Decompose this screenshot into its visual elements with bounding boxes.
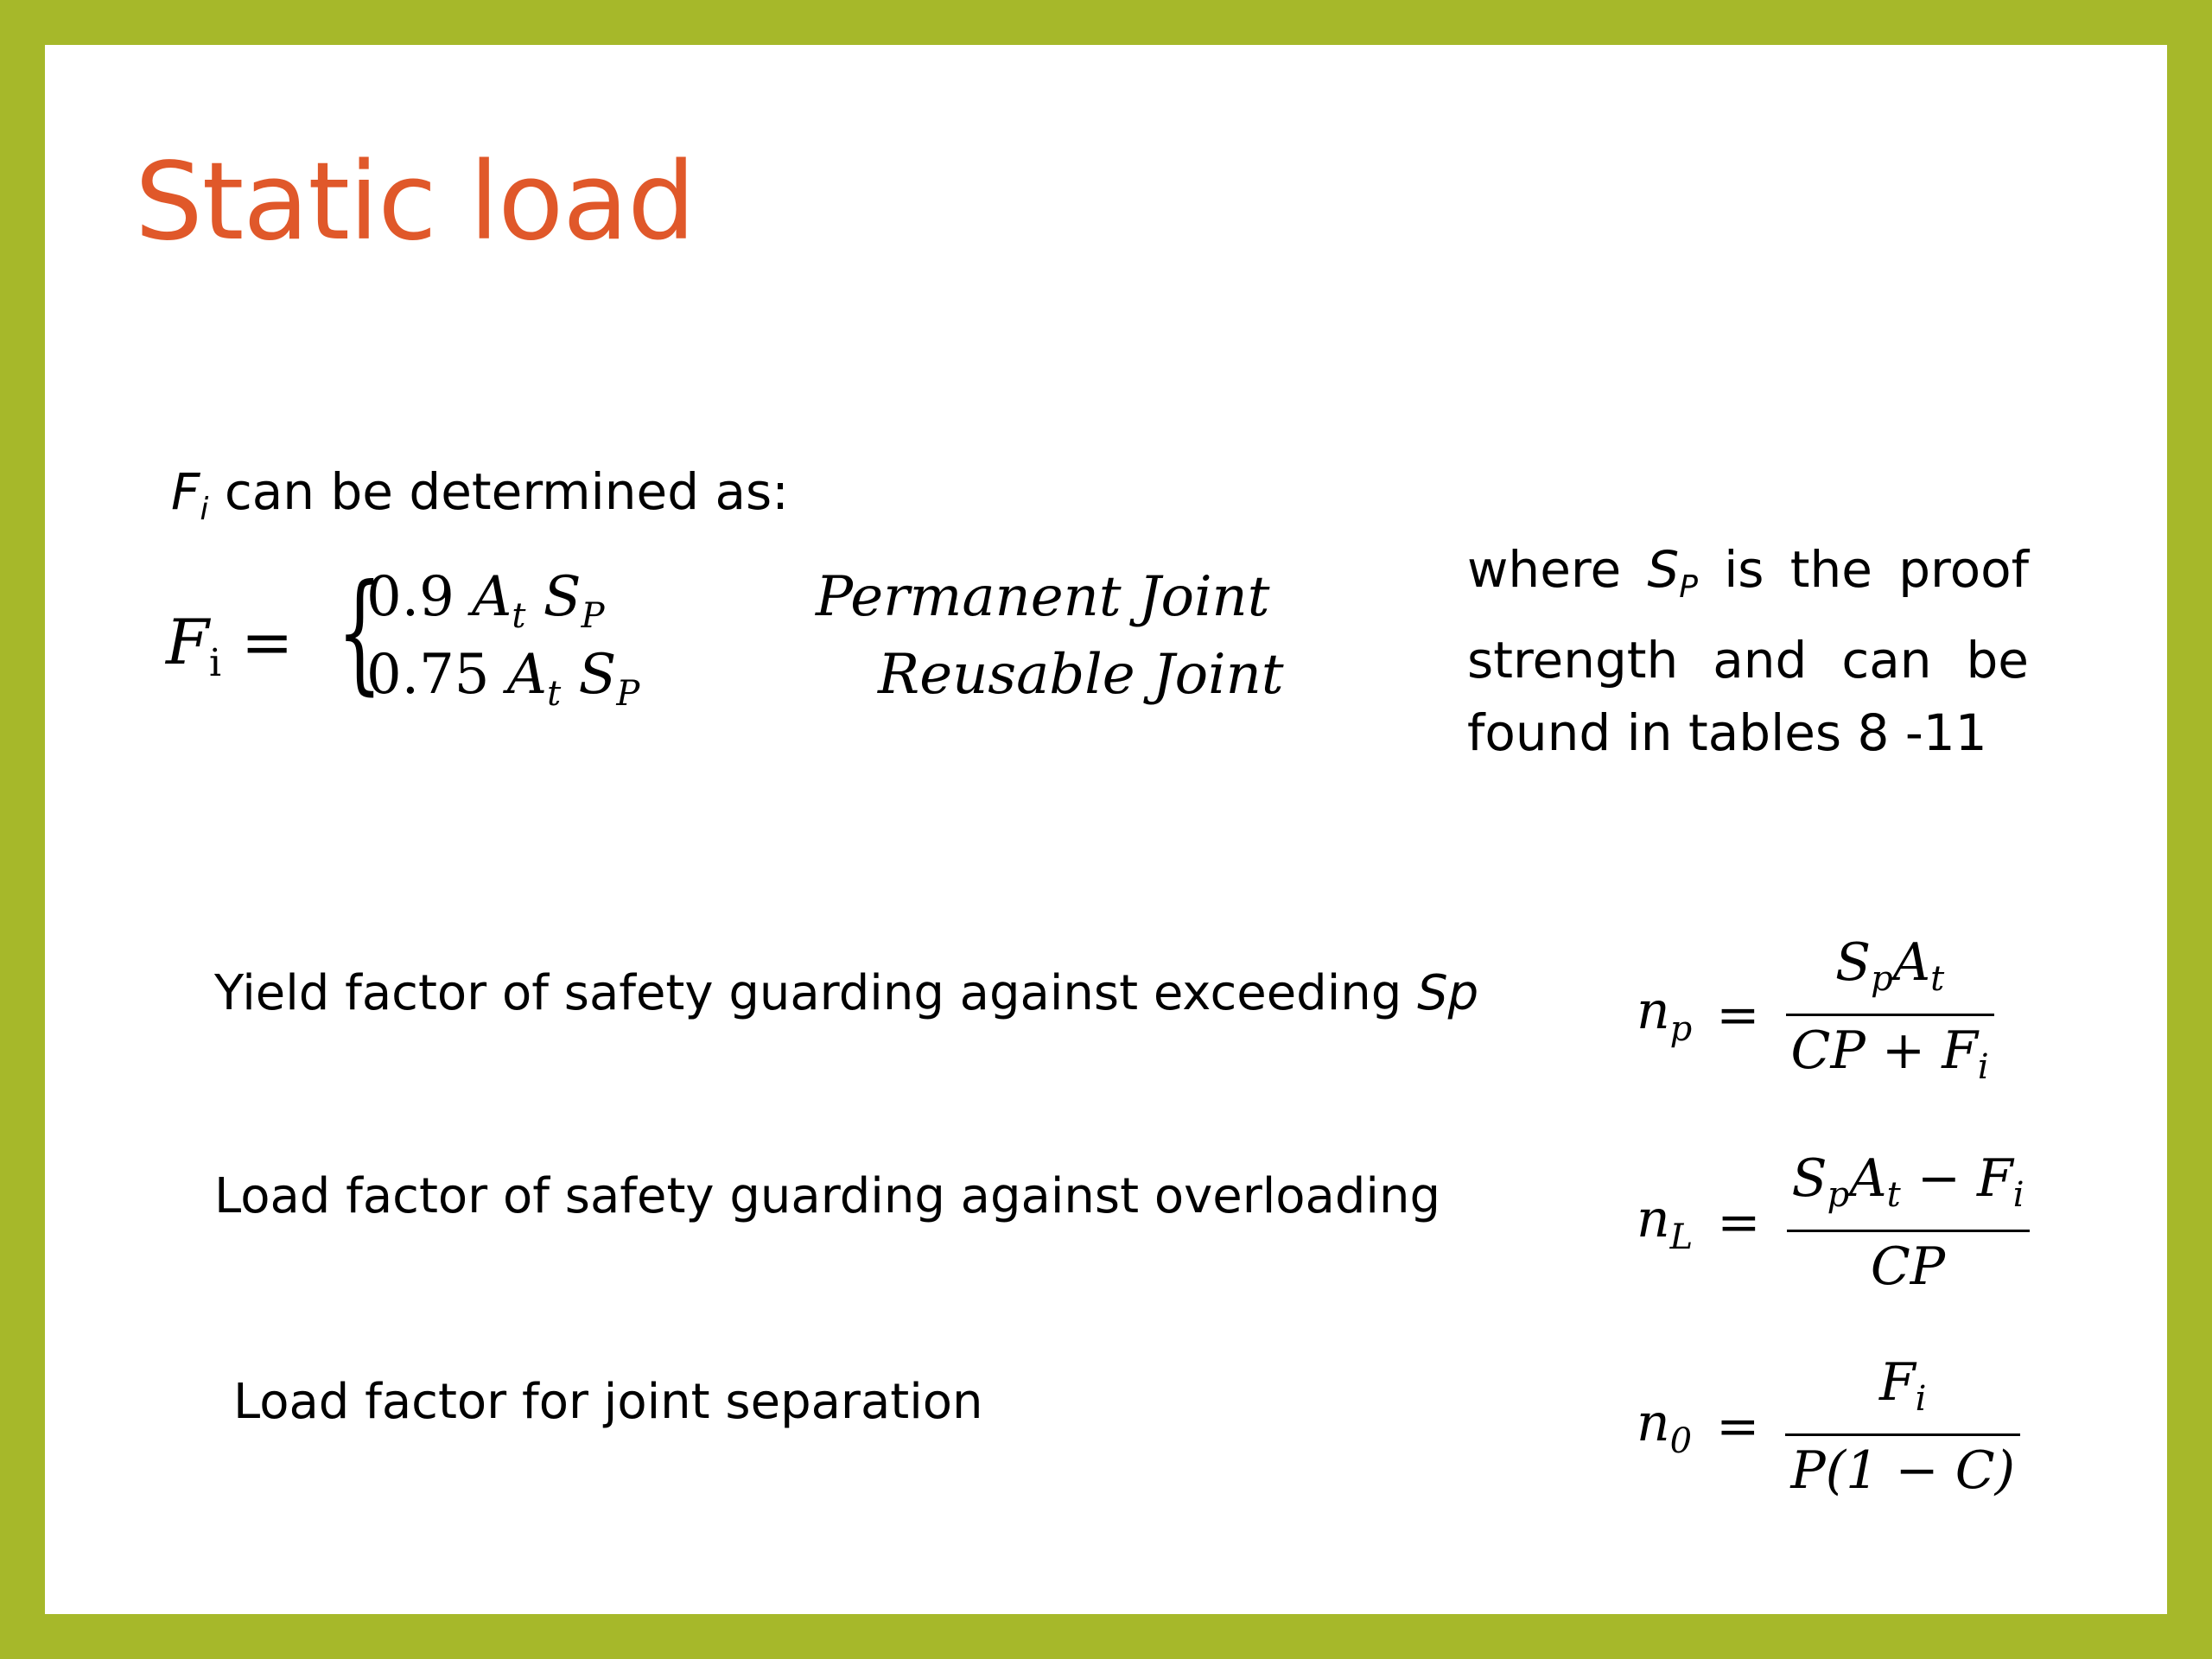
equals-sign: = [1716, 984, 1760, 1046]
preload-equals: = [240, 606, 294, 678]
equation-lhs [1637, 981, 1692, 1049]
case-strength-subscript: P [581, 596, 605, 636]
fraction [1787, 1144, 2030, 1301]
intro-phrase: can be determined as: [208, 462, 789, 521]
lhs-symbol: n [1637, 1392, 1670, 1453]
case-area-subscript: t [547, 674, 562, 714]
num-a-sub: i [1915, 1379, 1927, 1419]
note-subscript: P [1679, 569, 1698, 605]
num-a: F [1879, 1352, 1916, 1413]
num-a: S [1835, 932, 1872, 993]
yield-factor-text: Yield factor of safety guarding against exceeding [214, 965, 1418, 1021]
num-tail-sub: i [2012, 1175, 2024, 1215]
num-b: A [1892, 932, 1931, 993]
case-strength-subscript: P [616, 674, 640, 714]
equation-lhs [1637, 1393, 1692, 1461]
lhs-symbol: n [1637, 1188, 1670, 1249]
denominator [1866, 1232, 1950, 1301]
case-area-subscript: t [512, 596, 526, 636]
case-label-permanent: Permanent Joint [816, 565, 1270, 629]
slide [45, 45, 2167, 1614]
preload-lhs [166, 606, 294, 685]
preload-equation [166, 557, 1284, 732]
numerator [1787, 1144, 2030, 1230]
cases-brace: { [337, 557, 383, 708]
intro-subscript: i [200, 492, 209, 527]
equals-sign: = [1716, 1396, 1760, 1457]
numerator [1874, 1348, 1931, 1433]
load-factor-text: Load factor of safety guarding against overloading [214, 1168, 1441, 1224]
note-before: where [1467, 540, 1648, 599]
note-symbol: S [1647, 540, 1680, 599]
lhs-subscript: 0 [1669, 1421, 1693, 1461]
case-coefficient: 0.9 [366, 565, 454, 629]
preload-lhs-subscript: i [208, 641, 222, 685]
lhs-symbol: n [1637, 981, 1670, 1041]
lhs-subscript: p [1669, 1009, 1693, 1049]
num-a-sub: p [1827, 1175, 1850, 1215]
note-after: is the proof strength and can be found in tables 8 -11 [1467, 540, 2029, 762]
num-a-sub: p [1871, 959, 1893, 999]
case-coefficient: 0.75 [366, 643, 490, 707]
preload-lhs-symbol: F [166, 606, 209, 678]
num-b: A [1849, 1148, 1887, 1209]
separation-factor-description [233, 1374, 983, 1430]
load-factor-equation [1637, 1144, 2030, 1301]
equals-sign: = [1717, 1192, 1761, 1253]
den-a-sub: i [1977, 1047, 1989, 1087]
case-area-symbol: A [472, 565, 512, 629]
denominator [1786, 1016, 1994, 1102]
case-strength-symbol: S [578, 643, 617, 707]
num-a: S [1791, 1148, 1827, 1209]
numerator [1830, 928, 1949, 1014]
yield-factor-description [214, 965, 1479, 1021]
case-reusable [366, 643, 1284, 714]
lhs-subscript: L [1669, 1217, 1694, 1257]
separation-factor-equation [1637, 1348, 2020, 1505]
fraction [1785, 1348, 2020, 1505]
case-strength-symbol: S [543, 565, 582, 629]
num-b-sub: t [1930, 959, 1945, 999]
equation-lhs [1637, 1189, 1693, 1257]
den-a: CP [1870, 1236, 1946, 1297]
den-a: P(1 − C) [1790, 1440, 2016, 1501]
denominator [1785, 1436, 2020, 1505]
case-label-reusable: Reusable Joint [878, 643, 1284, 707]
num-tail: − F [1900, 1148, 2013, 1209]
case-permanent [366, 565, 1270, 636]
proof-strength-note [1467, 533, 2029, 769]
den-a: CP + F [1790, 1020, 1978, 1081]
num-b-sub: t [1886, 1175, 1901, 1215]
load-factor-description [214, 1168, 1441, 1224]
intro-symbol: F [171, 462, 200, 521]
fraction [1786, 928, 1994, 1102]
intro-text [171, 462, 789, 527]
yield-factor-equation [1637, 928, 1994, 1102]
separation-factor-text: Load factor for joint separation [233, 1374, 983, 1430]
case-area-symbol: A [506, 643, 548, 707]
yield-factor-italic: Sp [1417, 965, 1479, 1021]
slide-title: Static load [135, 140, 695, 264]
